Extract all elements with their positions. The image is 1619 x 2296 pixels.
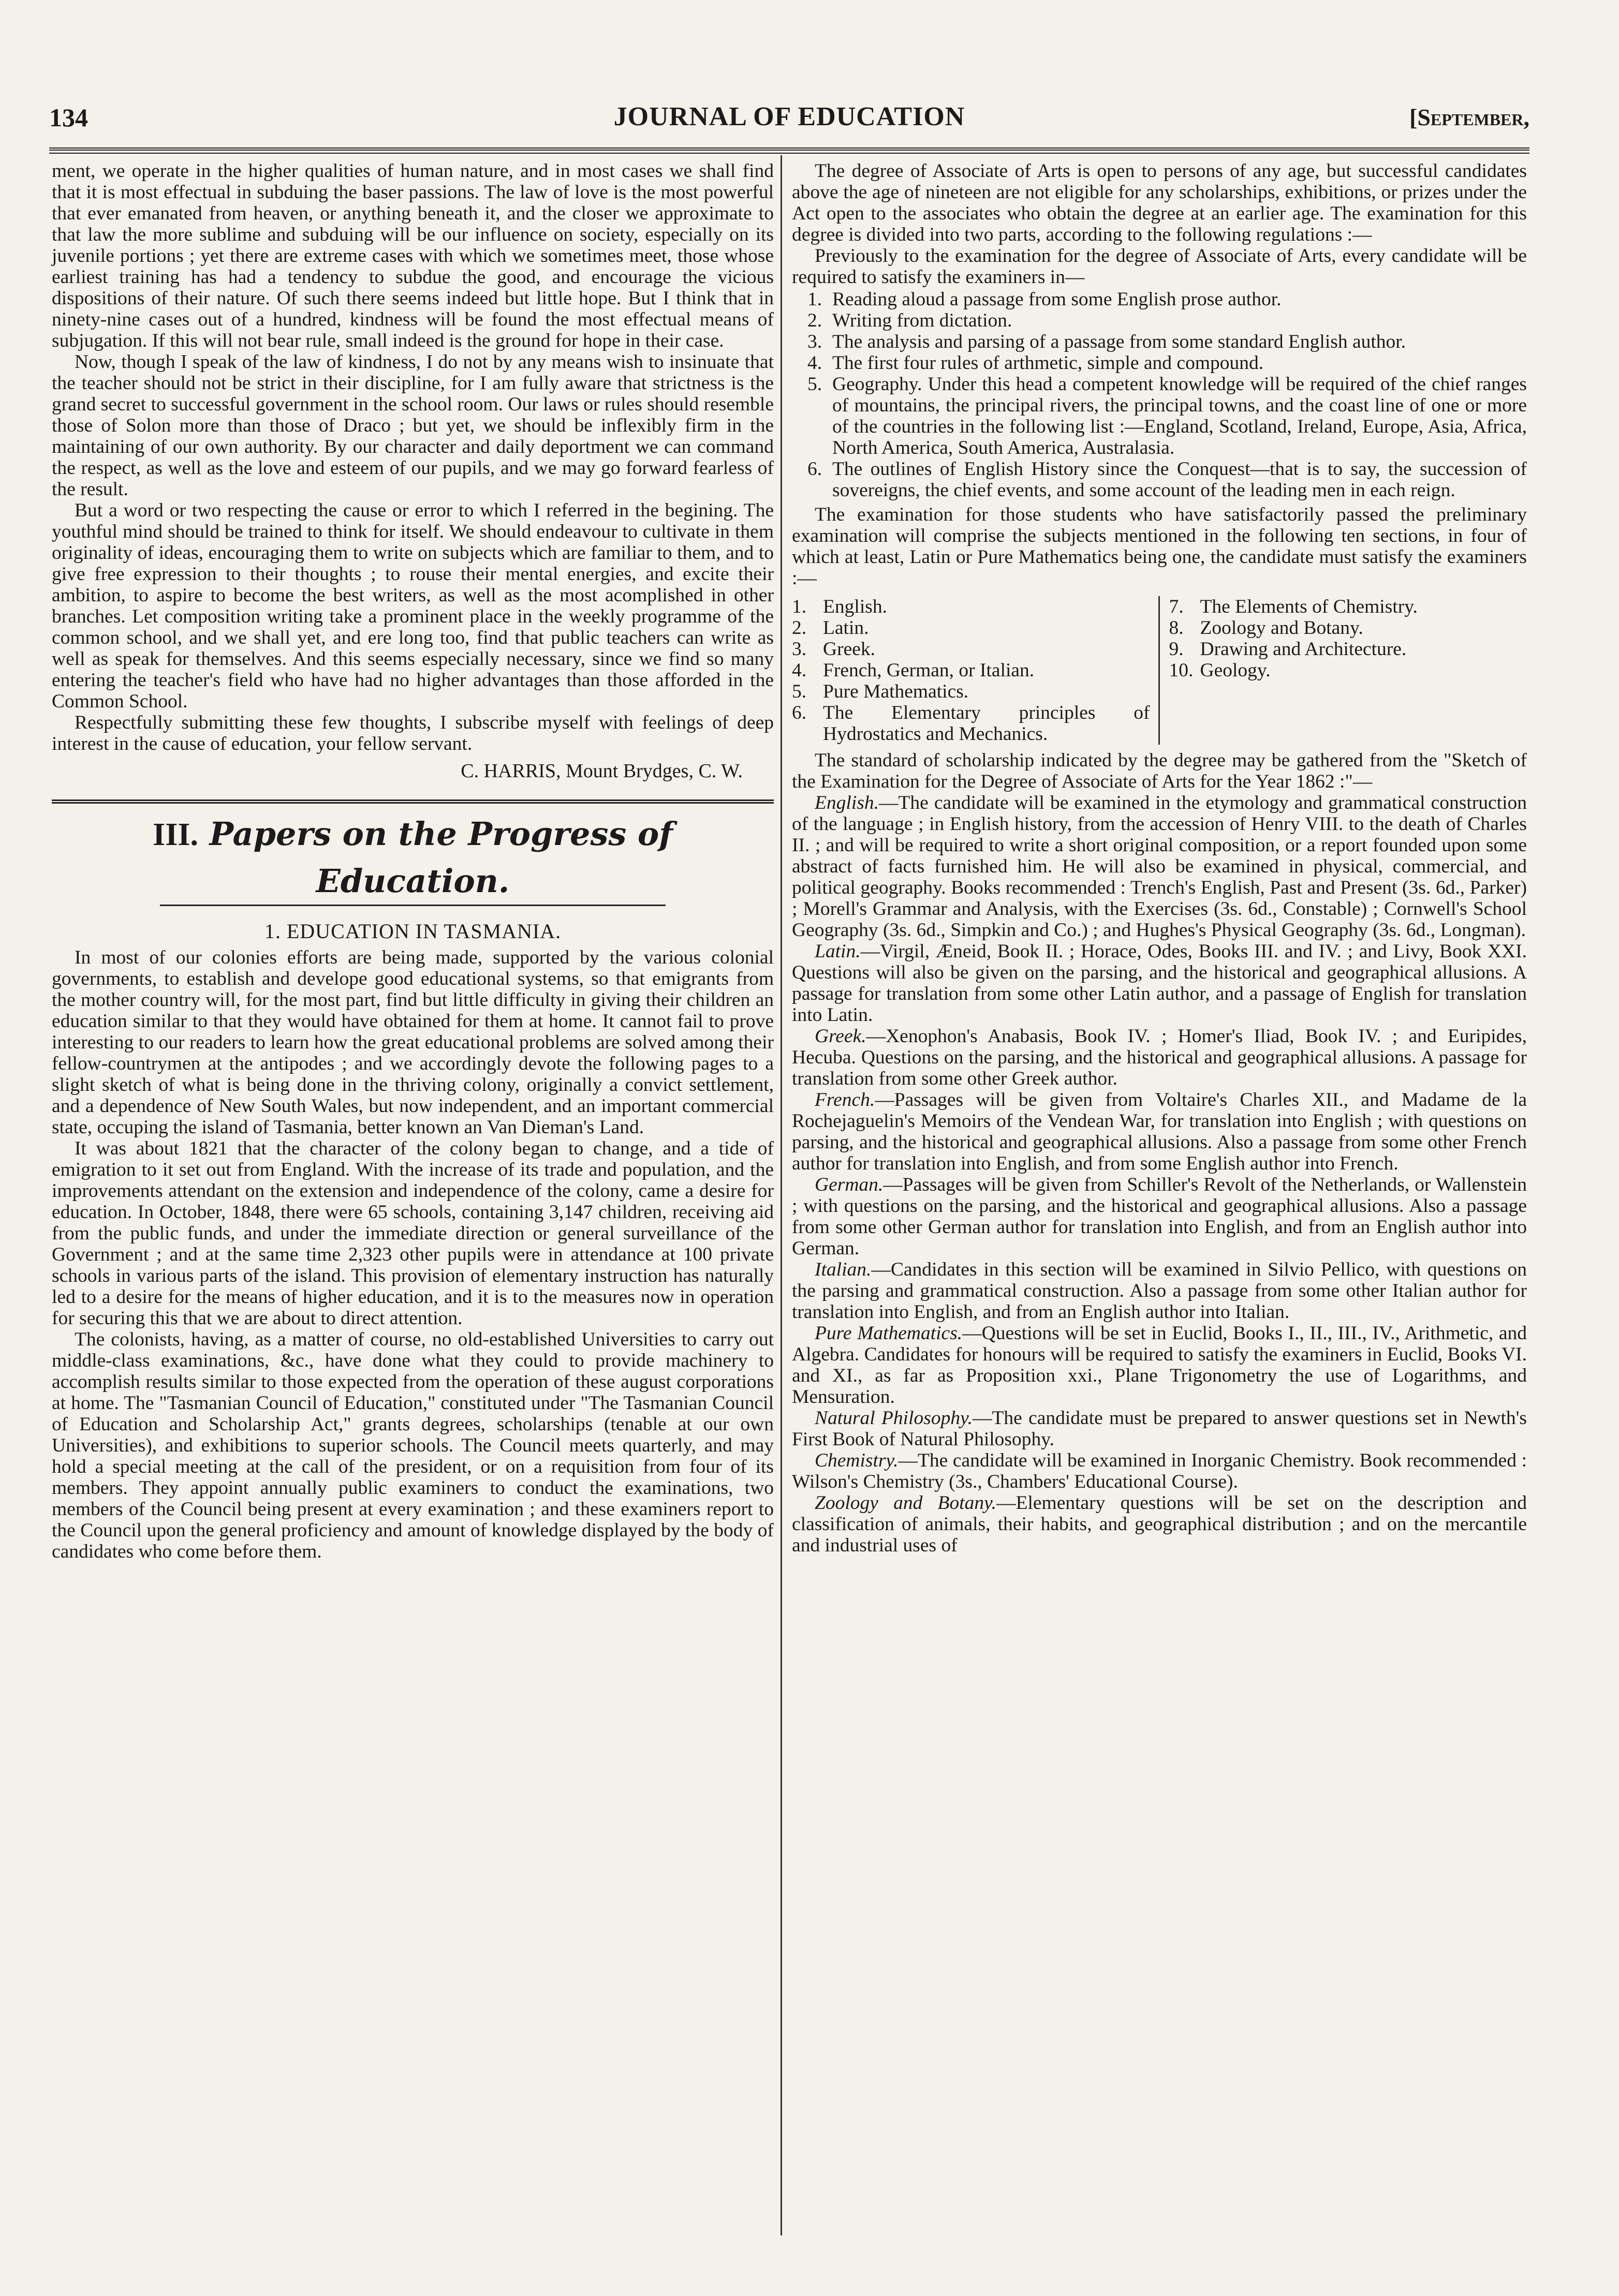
subject-item xyxy=(1169,639,1527,660)
subject-number: 10. xyxy=(1169,660,1194,681)
subject-paragraph-natural-philosophy xyxy=(792,1408,1527,1450)
subject-body: —Questions will be set in Euclid, Books I., II., III., IV., Arithmetic, and Algebra. Candidates for honours will be required to satisfy the examiners in Euclid, Books VI. and XI., as far as Proposition xxi., Plane Trigonometry the use of Logarithms, and Mensuration. xyxy=(792,1323,1527,1408)
subject-text: The Elementary principles of Hydrostatics and Mechanics. xyxy=(823,702,1150,745)
section-title: Papers on the Progress of Education. xyxy=(209,815,673,900)
item-text: The first four rules of arthmetic, simple and compound. xyxy=(832,352,1264,374)
subject-paragraph-latin xyxy=(792,941,1527,1026)
section-underline xyxy=(160,905,666,906)
subject-text: Geology. xyxy=(1200,660,1271,681)
section-numeral: III. xyxy=(153,817,198,852)
subject-body: —The candidate must be prepared to answer questions set in Newth's First Book of Natural Philosophy. xyxy=(792,1408,1527,1450)
subject-paragraph-italian xyxy=(792,1259,1527,1323)
subject-item xyxy=(792,660,1150,681)
paragraph: The colonists, having, as a matter of course, no old-established Universities to carry out middle-class examinations, &c., have done what they could to provide machinery to accomplish results similar to those expected from the operation of these august corporations at home. The "Tasmanian Council of Education," constituted under "The Tasmanian Council of Education and Scholarship Act," grants degrees, scholarships (tenable at our own Universities), and exhibitions to superior schools. The Council meets quarterly, and may hold a special meeting at the call of the president, or on a requisition from four of its members. They appoint annually public examiners to conduct the examinations, two members of the Council being present at every examination ; and these examiners report to the Council upon the general proficiency and amount of knowledge displayed by the body of candidates who come before them. xyxy=(52,1329,774,1562)
subject-heading: English. xyxy=(815,792,879,813)
paragraph: Previously to the examination for the degree of Associate of Arts, every candidate will be required to satisfy the examiners in— xyxy=(792,245,1527,288)
subject-heading: Latin. xyxy=(815,941,861,962)
right-column xyxy=(792,160,1527,1556)
section-heading xyxy=(52,811,774,905)
section-rule xyxy=(52,799,774,804)
subject-number: 1. xyxy=(792,596,807,617)
subject-heading: German. xyxy=(815,1174,884,1195)
subject-heading: French. xyxy=(815,1089,875,1110)
subject-paragraph-english xyxy=(792,792,1527,941)
paragraph: It was about 1821 that the character of the colony began to change, and a tide of emigration to it set out from England. With the increase of its trade and population, and the improvements attendant on the extension and independence of the colony, came a desire for education. In October, 1848, there were 65 schools, containing 3,147 children, receiving aid from the public funds, and under the immediate direction or general surveillance of the Government ; and at the same time 2,323 other pupils were in attendance at 100 private schools in various parts of the island. This provision of elementary instruction has naturally led to a desire for the means of higher education, and it is to the measures now in operation for securing this that we are about to direct attention. xyxy=(52,1138,774,1329)
subject-paragraph-zoology-botany xyxy=(792,1492,1527,1556)
subject-heading: Pure Mathematics. xyxy=(815,1323,963,1344)
subjects-column-a xyxy=(792,596,1160,745)
paragraph: ment, we operate in the higher qualities of human nature, and in most cases we shall find that it is most effectual in subduing the baser passions. The law of love is the most powerful that ever emanated from heaven, or anything beneath it, and the closer we approximate to that law the more sublime and subduing will be our influence on society, especially on its juvenile portions ; yet there are extreme cases with which we sometimes meet, those whose earliest training has had a tendency to subdue the good, and encourage the vicious dispositions of their nature. Of such there seems indeed but little hope. But I think that in ninety-nine cases out of a hundred, kindness will be found the most effectual means of subjugation. If this will not bear rule, small indeed is the ground for hope in their case. xyxy=(52,160,774,351)
list-item xyxy=(792,352,1527,374)
item-number: 4. xyxy=(807,352,822,374)
header-rule xyxy=(49,147,1529,154)
subject-text: Greek. xyxy=(823,639,875,660)
page-header xyxy=(49,98,1529,140)
item-text: Writing from dictation. xyxy=(832,310,1012,331)
subject-body: —Virgil, Æneid, Book II. ; Horace, Odes, Books III. and IV. ; and Livy, Book XXI. Questions will also be given on the parsing, and the historical and geographical allusions. A passage for translation from some other Latin author, and a passage of English for translation into Latin. xyxy=(792,941,1527,1026)
subject-number: 4. xyxy=(792,660,807,681)
subject-heading: Chemistry. xyxy=(815,1450,899,1471)
subject-text: The Elements of Chemistry. xyxy=(1200,596,1418,617)
item-text: Reading aloud a passage from some English prose author. xyxy=(832,289,1282,310)
item-text: The outlines of English History since the Conquest—that is to say, the succession of sovereigns, the chief events, and some account of the leading men in each reign. xyxy=(832,458,1527,501)
subject-body: —Elementary questions will be set on the description and classification of animals, their habits, and geographical distribution ; and on the mercantile and industrial uses of xyxy=(792,1492,1527,1556)
subject-body: —Candidates in this section will be examined in Silvio Pellico, with questions on the parsing and grammatical construction. Also a passage from some other Italian author for translation into English, and from an English author into Italian. xyxy=(792,1259,1527,1323)
item-number: 6. xyxy=(807,458,822,480)
subject-paragraph-pure-mathematics xyxy=(792,1323,1527,1408)
subject-text: Drawing and Architecture. xyxy=(1200,639,1407,660)
subject-number: 8. xyxy=(1169,617,1184,639)
subject-text: Pure Mathematics. xyxy=(823,681,969,702)
item-text: The analysis and parsing of a passage from some standard English author. xyxy=(832,331,1406,352)
subject-heading: Italian. xyxy=(815,1259,872,1280)
subject-text: Latin. xyxy=(823,617,869,639)
list-item xyxy=(792,374,1527,458)
paragraph: Respectfully submitting these few thoughts, I subscribe myself with feelings of deep interest in the cause of education, your fellow servant. xyxy=(52,712,774,754)
column-divider xyxy=(781,155,782,2235)
item-number: 5. xyxy=(807,374,822,395)
article-title: 1. EDUCATION IN TASMANIA. xyxy=(264,920,562,943)
subjects-column-b xyxy=(1160,596,1527,745)
subject-item xyxy=(792,639,1150,660)
subject-item xyxy=(792,617,1150,639)
subject-item xyxy=(1169,660,1527,681)
subject-paragraph-french xyxy=(792,1089,1527,1174)
item-number: 1. xyxy=(807,289,822,310)
list-item xyxy=(792,458,1527,501)
paragraph: The degree of Associate of Arts is open to persons of any age, but successful candidates above the age of nineteen are not eligible for any scholarships, exhibitions, or prizes under the Act open to the associates who obtain the degree at an earlier age. The examination for this degree is divided into two parts, according to the following regulations :— xyxy=(792,160,1527,245)
subject-text: English. xyxy=(823,596,887,617)
subject-text: Zoology and Botany. xyxy=(1200,617,1363,639)
paragraph: But a word or two respecting the cause or error to which I referred in the begining. The youthful mind should be trained to think for itself. We should endeavour to cultivate in them originality of ideas, encouraging them to write on subjects which are familiar to them, and to give free expression to their thoughts ; to rouse their mental energies, and excite their ambition, to aspire to become the best writers, as well as the most acomplished in other branches. Let composition writing take a prominent place in the weekly programme of the common school, and we shall yet, and ere long too, find that public teachers can write as well as speak for themselves. And this seems especially necessary, since we find so many entering the teacher's field who have had no higher advantages than those afforded in the Common School. xyxy=(52,500,774,712)
subject-body: —Passages will be given from Voltaire's Charles XII., and Madame de la Rochejaguelin's Memoirs of the Vendean War, for translation into English ; with questions on parsing, and the historical and geographical allusions. Also a passage from some other French author for translation into English, and from some English author into French. xyxy=(792,1089,1527,1174)
subject-number: 9. xyxy=(1169,639,1184,660)
subject-number: 2. xyxy=(792,617,807,639)
subject-paragraph-greek xyxy=(792,1026,1527,1089)
journal-title: JOURNAL OF EDUCATION xyxy=(613,102,965,131)
subject-heading: Natural Philosophy. xyxy=(815,1408,973,1429)
subject-paragraph-chemistry xyxy=(792,1450,1527,1492)
item-number: 2. xyxy=(807,310,822,331)
subject-heading: Greek. xyxy=(815,1026,866,1047)
subject-item xyxy=(792,681,1150,702)
subject-body: —The candidate will be examined in the etymology and grammatical construction of the language ; in English history, from the accession of Henry VIII. to the death of Charles II. ; and will be required to write a short original composition, or a report founded upon some abstract of facts furnished him. He will also be examined in physical, commercial, and political geography. Books recommended : Trench's English, Past and Present (3s. 6d., Parker) ; Morell's Grammar and Analysis, with the Exercises (3s. 6d., Constable) ; Cornwell's School Geography (3s. 6d., Simpkin and Co.) ; and Hughes's Physical Geography (3s. 6d., Longman). xyxy=(792,792,1527,941)
subject-item xyxy=(1169,596,1527,617)
left-column xyxy=(52,160,774,1562)
signature: C. HARRIS, Mount Brydges, C. W. xyxy=(461,760,743,782)
list-item xyxy=(792,289,1527,310)
subject-heading: Zoology and Botany. xyxy=(815,1492,997,1514)
paragraph: Now, though I speak of the law of kindness, I do not by any means wish to insinuate that the teacher should not be strict in their discipline, for I am fully aware that strictness is the grand secret to successful government in the school room. Our laws or rules should resemble those of Solon more than those of Draco ; but yet, we should be inflexibly firm in the maintaining of our own authority. By our character and daily deportment we can command the respect, as well as the love and esteem of our pupils, and we may go forward fearless of the result. xyxy=(52,351,774,500)
subjects-table xyxy=(792,596,1527,745)
paragraph: The standard of scholarship indicated by the degree may be gathered from the "Sketch of the Examination for the Degree of Associate of Arts for the Year 1862 :"— xyxy=(792,750,1527,792)
paragraph: The examination for those students who have satisfactorily passed the preliminary examination will comprise the subjects mentioned in the following ten sections, in four of which at least, Latin or Pure Mathematics being one, the candidate must satisfy the examiners :— xyxy=(792,504,1527,589)
subject-body: —Passages will be given from Schiller's Revolt of the Netherlands, or Wallenstein ; with questions on the parsing, and the historical and geographical allusions. Also a passage from some other German author for translation into English, and from an English author into German. xyxy=(792,1174,1527,1259)
list-item xyxy=(792,331,1527,352)
subject-body: —Xenophon's Anabasis, Book IV. ; Homer's Iliad, Book IV. ; and Euripides, Hecuba. Questions on the parsing, and the historical and geographical allusions. A passage for translation from some other Greek author. xyxy=(792,1026,1527,1089)
subject-text: French, German, or Italian. xyxy=(823,660,1035,681)
subject-number: 7. xyxy=(1169,596,1184,617)
item-number: 3. xyxy=(807,331,822,352)
subject-item xyxy=(1169,617,1527,639)
subject-item xyxy=(792,596,1150,617)
subject-number: 3. xyxy=(792,639,807,660)
subject-paragraph-german xyxy=(792,1174,1527,1259)
regulations-list xyxy=(792,289,1527,501)
subject-number: 6. xyxy=(792,702,807,723)
issue-month: [September, xyxy=(1409,104,1529,130)
list-item xyxy=(792,310,1527,331)
page-number: 134 xyxy=(49,103,88,132)
subject-item xyxy=(792,702,1150,745)
subject-body: —The candidate will be examined in Inorganic Chemistry. Book recommended : Wilson's Chemistry (3s., Chambers' Educational Course). xyxy=(792,1450,1527,1492)
item-text: Geography. Under this head a competent knowledge will be required of the chief ranges of mountains, the principal rivers, the principal towns, and the coast line of one or more of the countries in the following list :—England, Scotland, Ireland, Europe, Asia, Africa, North America, South America, Australasia. xyxy=(832,374,1527,458)
paragraph: In most of our colonies efforts are being made, supported by the various colonial governments, to establish and develope good educational systems, so that emigrants from the mother country will, for the most part, find but little difficulty in giving their children an education similar to that they would have obtained for them at home. It cannot fail to prove interesting to our readers to learn how the great educational problems are solved among their fellow-countrymen at the antipodes ; and we accordingly devote the following pages to a slight sketch of what is being done in the thriving colony, originally a convict settlement, and a dependence of New South Wales, but now independent, and an important commercial state, occuping the island of Tasmania, better known an Van Dieman's Land. xyxy=(52,947,774,1138)
subject-number: 5. xyxy=(792,681,807,702)
